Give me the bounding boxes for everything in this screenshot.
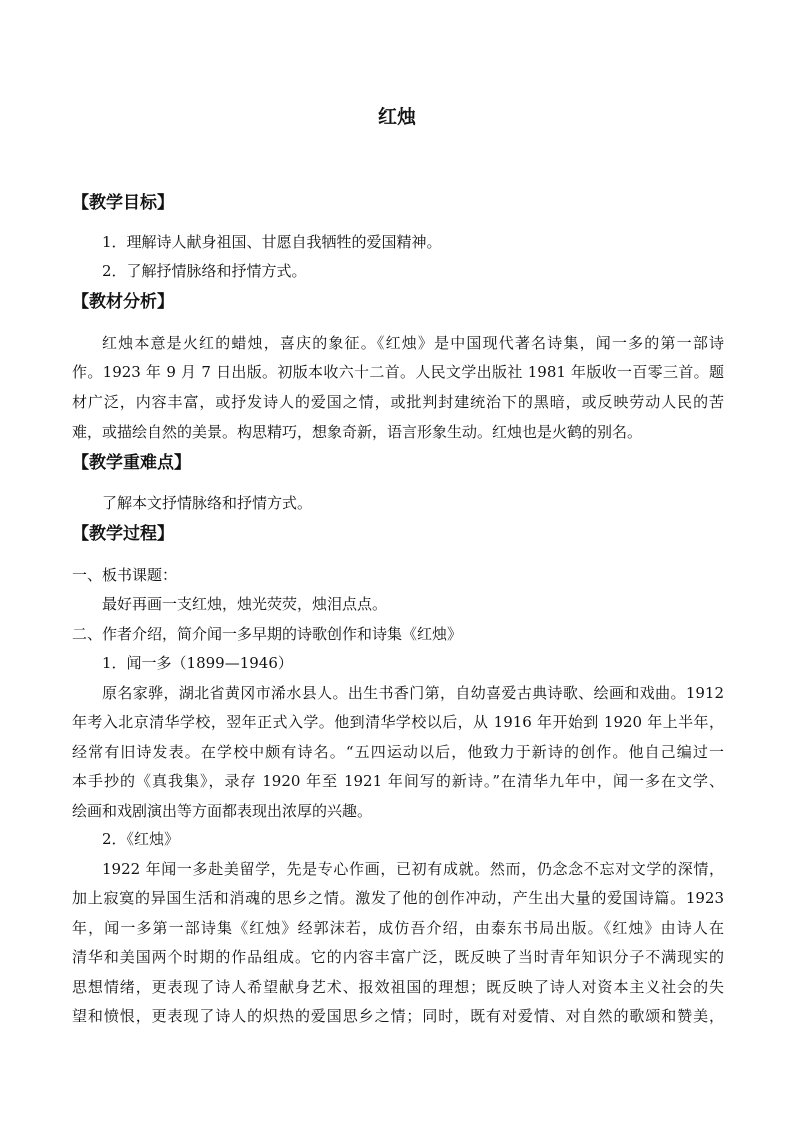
heading-teaching-goals: 【教学目标】 — [72, 193, 174, 213]
hongzhu-line-2: 加上寂寞的异国生活和消魂的思乡之情。激发了他的创作冲动，产生出大量的爱国诗篇。1923 — [72, 889, 724, 907]
analysis-line-4: 难，或描绘自然的美景。构思精巧，想象奇新，语言形象生动。红烛也是火鹤的别名。 — [72, 423, 643, 441]
hongzhu-line-6: 望和愤恨，更表现了诗人的炽热的爱国思乡之情；同时，既有对爱情、对自然的歌颂和赞美， — [72, 1007, 724, 1025]
author-line-2: 年考入北京清华学校，翌年正式入学。他到清华学校以后，从 1916 年开始到 1920 年上半年， — [72, 713, 724, 731]
process-step-1: 一、板书课题： — [72, 566, 178, 584]
heading-teaching-process: 【教学过程】 — [72, 524, 174, 544]
hongzhu-line-3: 年，闻一多第一部诗集《红烛》经郭沫若，成仿吾介绍，由泰东书局出版。《红烛》由诗人在 — [72, 919, 724, 937]
analysis-line-1: 红烛本意是火红的蜡烛，喜庆的象征。《红烛》是中国现代著名诗集，闻一多的第一部诗 — [102, 334, 724, 352]
process-step-2: 二、作者介绍，简介闻一多早期的诗歌创作和诗集《红烛》 — [72, 625, 463, 643]
analysis-line-3: 材广泛，内容丰富，或抒发诗人的爱国之情，或批判封建统治下的黑暗，或反映劳动人民的苦 — [72, 393, 724, 411]
author-line-4: 本手抄的《真我集》，录存 1920 年至 1921 年间写的新诗。”在清华九年中，闻一多在文学、 — [72, 772, 724, 790]
author-line-3: 经常有旧诗发表。在学校中颇有诗名。“五四运动以后，他致力于新诗的创作。他自己编过一 — [72, 743, 724, 761]
heading-material-analysis: 【教材分析】 — [72, 292, 174, 312]
author-line-5: 绘画和戏剧演出等方面都表现出浓厚的兴趣。 — [72, 802, 373, 820]
hongzhu-line-4: 清华和美国两个时期的作品组成。它的内容丰富广泛，既反映了当时青年知识分子不满现实的 — [72, 948, 724, 966]
goal-item-1: 1．理解诗人献身祖国、甘愿自我牺牲的爱国精神。 — [102, 233, 442, 251]
analysis-line-2: 作。1923 年 9 月 7 日出版。初版本收六十二首。人民文学出版社 1981 年版收一百零三首。题 — [72, 363, 724, 381]
process-step-1-text: 最好再画一支红烛，烛光荧荧，烛泪点点。 — [102, 595, 388, 613]
hongzhu-subheading: 2．《红烛》 — [102, 830, 180, 848]
heading-key-points: 【教学重难点】 — [72, 453, 191, 473]
author-subheading: 1．闻一多（1899—1946） — [102, 654, 293, 672]
hongzhu-line-5: 思想情绪，更表现了诗人希望献身艺术、报效祖国的理想；既反映了诗人对资本主义社会的失 — [72, 978, 724, 996]
author-line-1: 原名家骅，湖北省黄冈市浠水县人。出生书香门第，自幼喜爱古典诗歌、绘画和戏曲。1912 — [102, 684, 724, 702]
page-title: 红烛 — [377, 106, 416, 128]
hongzhu-line-1: 1922 年闻一多赴美留学，先是专心作画，已初有成就。然而，仍念念不忘对文学的深情， — [102, 860, 724, 878]
keypoints-line-1: 了解本文抒情脉络和抒情方式。 — [102, 494, 313, 512]
goal-item-2: 2．了解抒情脉络和抒情方式。 — [102, 262, 307, 280]
